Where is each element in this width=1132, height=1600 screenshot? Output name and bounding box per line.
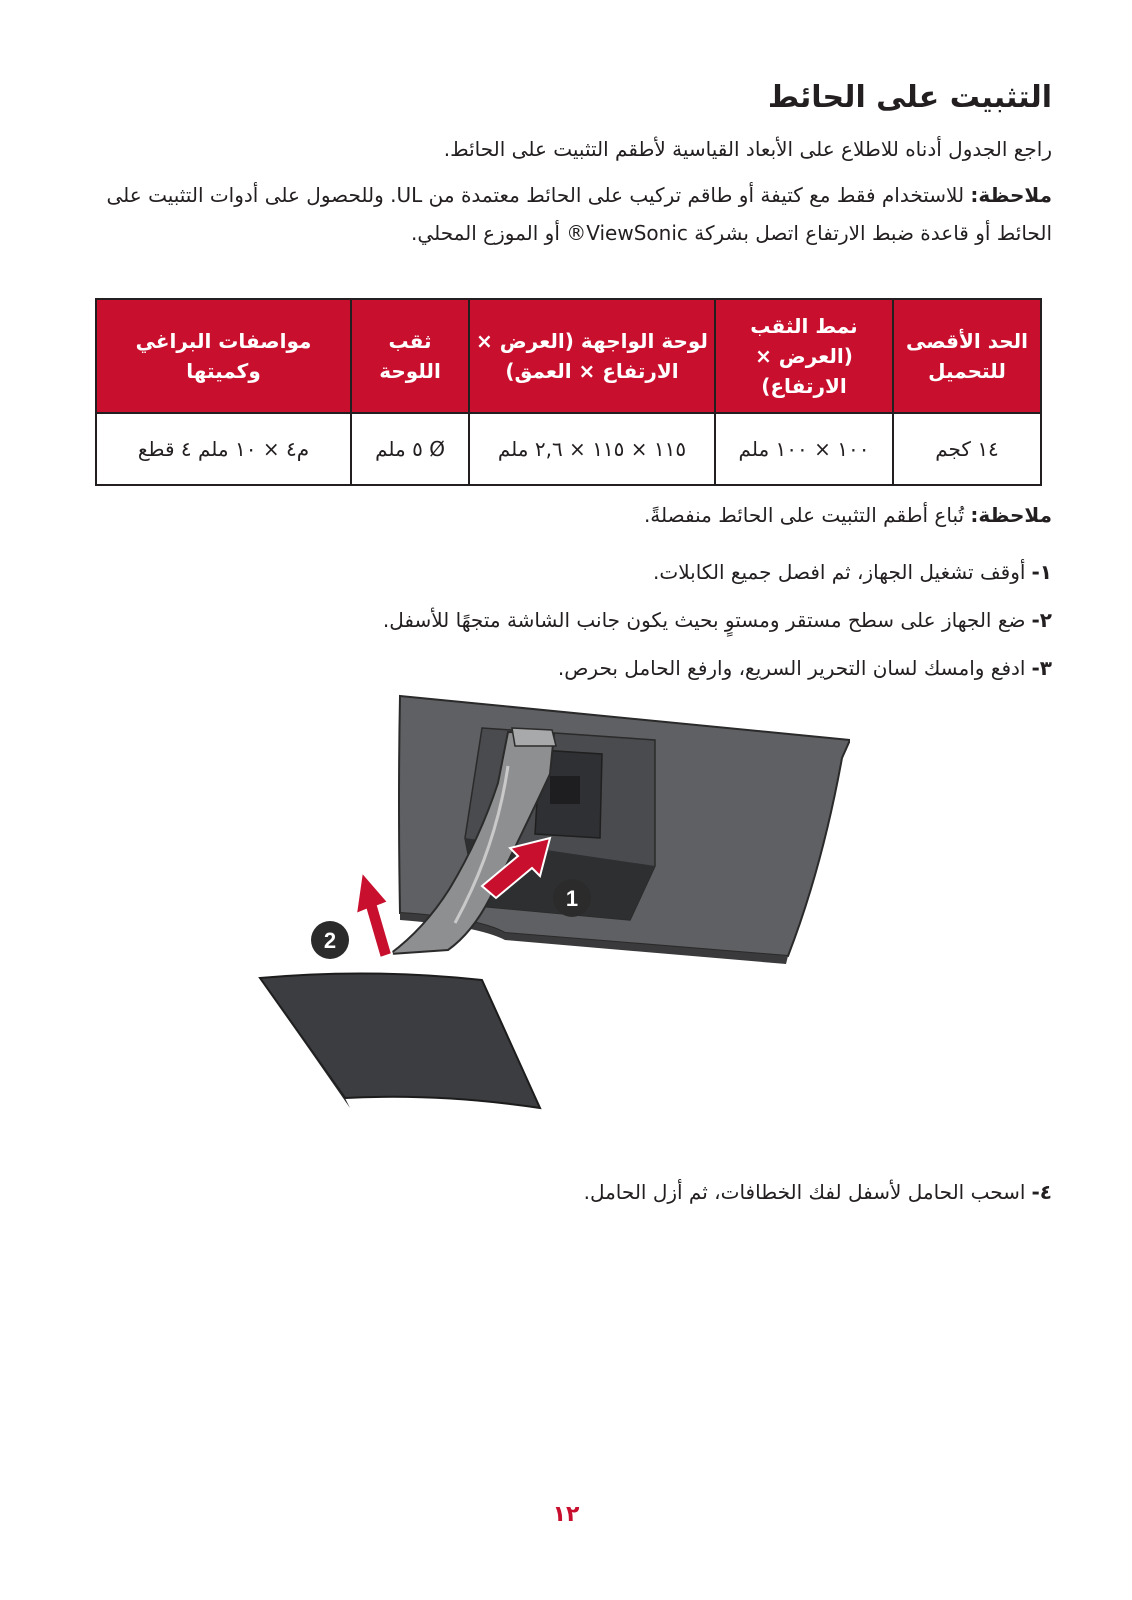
- step-number: ٢-: [1031, 608, 1052, 632]
- note-mounting-kit: [72, 176, 1052, 252]
- note-text: للاستخدام فقط مع كتيفة أو طاقم تركيب على الحائط معتمدة من UL. وللحصول على أدوات التثبيت على الحائط أو قاعدة ضبط الارتفاع اتصل بشركة ViewSonic® أو الموزع المحلي.: [106, 183, 1052, 245]
- header-interface-pad: لوحة الواجهة (العرض × الارتفاع × العمق): [469, 299, 715, 413]
- arrow-2-icon: [356, 872, 392, 958]
- header-pad-hole: ثقب اللوحة: [351, 299, 469, 413]
- step-number: ٣-: [1031, 656, 1052, 680]
- note-label: ملاحظة:: [970, 183, 1052, 207]
- stand-hinge: [512, 728, 556, 746]
- step-text: اسحب الحامل لأسفل لفك الخطافات، ثم أزل الحامل.: [583, 1180, 1026, 1204]
- cell-interface-pad: ١١٥ × ١١٥ × ٢,٦ ملم: [469, 413, 715, 485]
- step-text: ادفع وامسك لسان التحرير السريع، وارفع الحامل بحرص.: [557, 656, 1026, 680]
- list-item: [72, 548, 1052, 596]
- step-number: ٤-: [1031, 1180, 1052, 1204]
- stand-base: [260, 973, 540, 1108]
- list-item: [72, 644, 1052, 692]
- cell-hole-pattern: ١٠٠ × ١٠٠ ملم: [715, 413, 893, 485]
- steps-list: [72, 548, 1052, 692]
- step-4: [72, 1180, 1052, 1204]
- step-number: ١-: [1031, 560, 1052, 584]
- list-item: [72, 596, 1052, 644]
- intro-paragraph: راجع الجدول أدناه للاطلاع على الأبعاد القياسية لأطقم التثبيت على الحائط.: [443, 137, 1052, 161]
- callout-2-label: 2: [323, 928, 337, 953]
- cell-pad-hole: Ø ٥ ملم: [351, 413, 469, 485]
- step-text: ضع الجهاز على سطح مستقر ومستوٍ بحيث يكون جانب الشاشة متجهًا للأسفل.: [382, 608, 1026, 632]
- step-text: أوقف تشغيل الجهاز، ثم افصل جميع الكابلات.: [653, 560, 1026, 584]
- note-text: تُباع أطقم التثبيت على الحائط منفصلةً.: [643, 503, 965, 527]
- cell-screw-spec: م٤ × ١٠ ملم ٤ قطع: [96, 413, 351, 485]
- callout-1-label: 1: [565, 886, 579, 911]
- wall-mount-spec-table: [95, 298, 1042, 486]
- stand-removal-illustration: [250, 688, 850, 1148]
- table-header-row: [96, 299, 1041, 413]
- page-number: ١٢: [552, 1502, 580, 1527]
- mount-bracket: [550, 776, 580, 804]
- header-max-load: الحد الأقصى للتحميل: [893, 299, 1041, 413]
- note-sold-separately: [72, 496, 1052, 534]
- table-row: [96, 413, 1041, 485]
- cell-max-load: ١٤ كجم: [893, 413, 1041, 485]
- header-screw-spec: مواصفات البراغي وكميتها: [96, 299, 351, 413]
- note-label: ملاحظة:: [970, 503, 1052, 527]
- header-hole-pattern: نمط الثقب (العرض × الارتفاع): [715, 299, 893, 413]
- section-title: التثبيت على الحائط: [767, 80, 1052, 115]
